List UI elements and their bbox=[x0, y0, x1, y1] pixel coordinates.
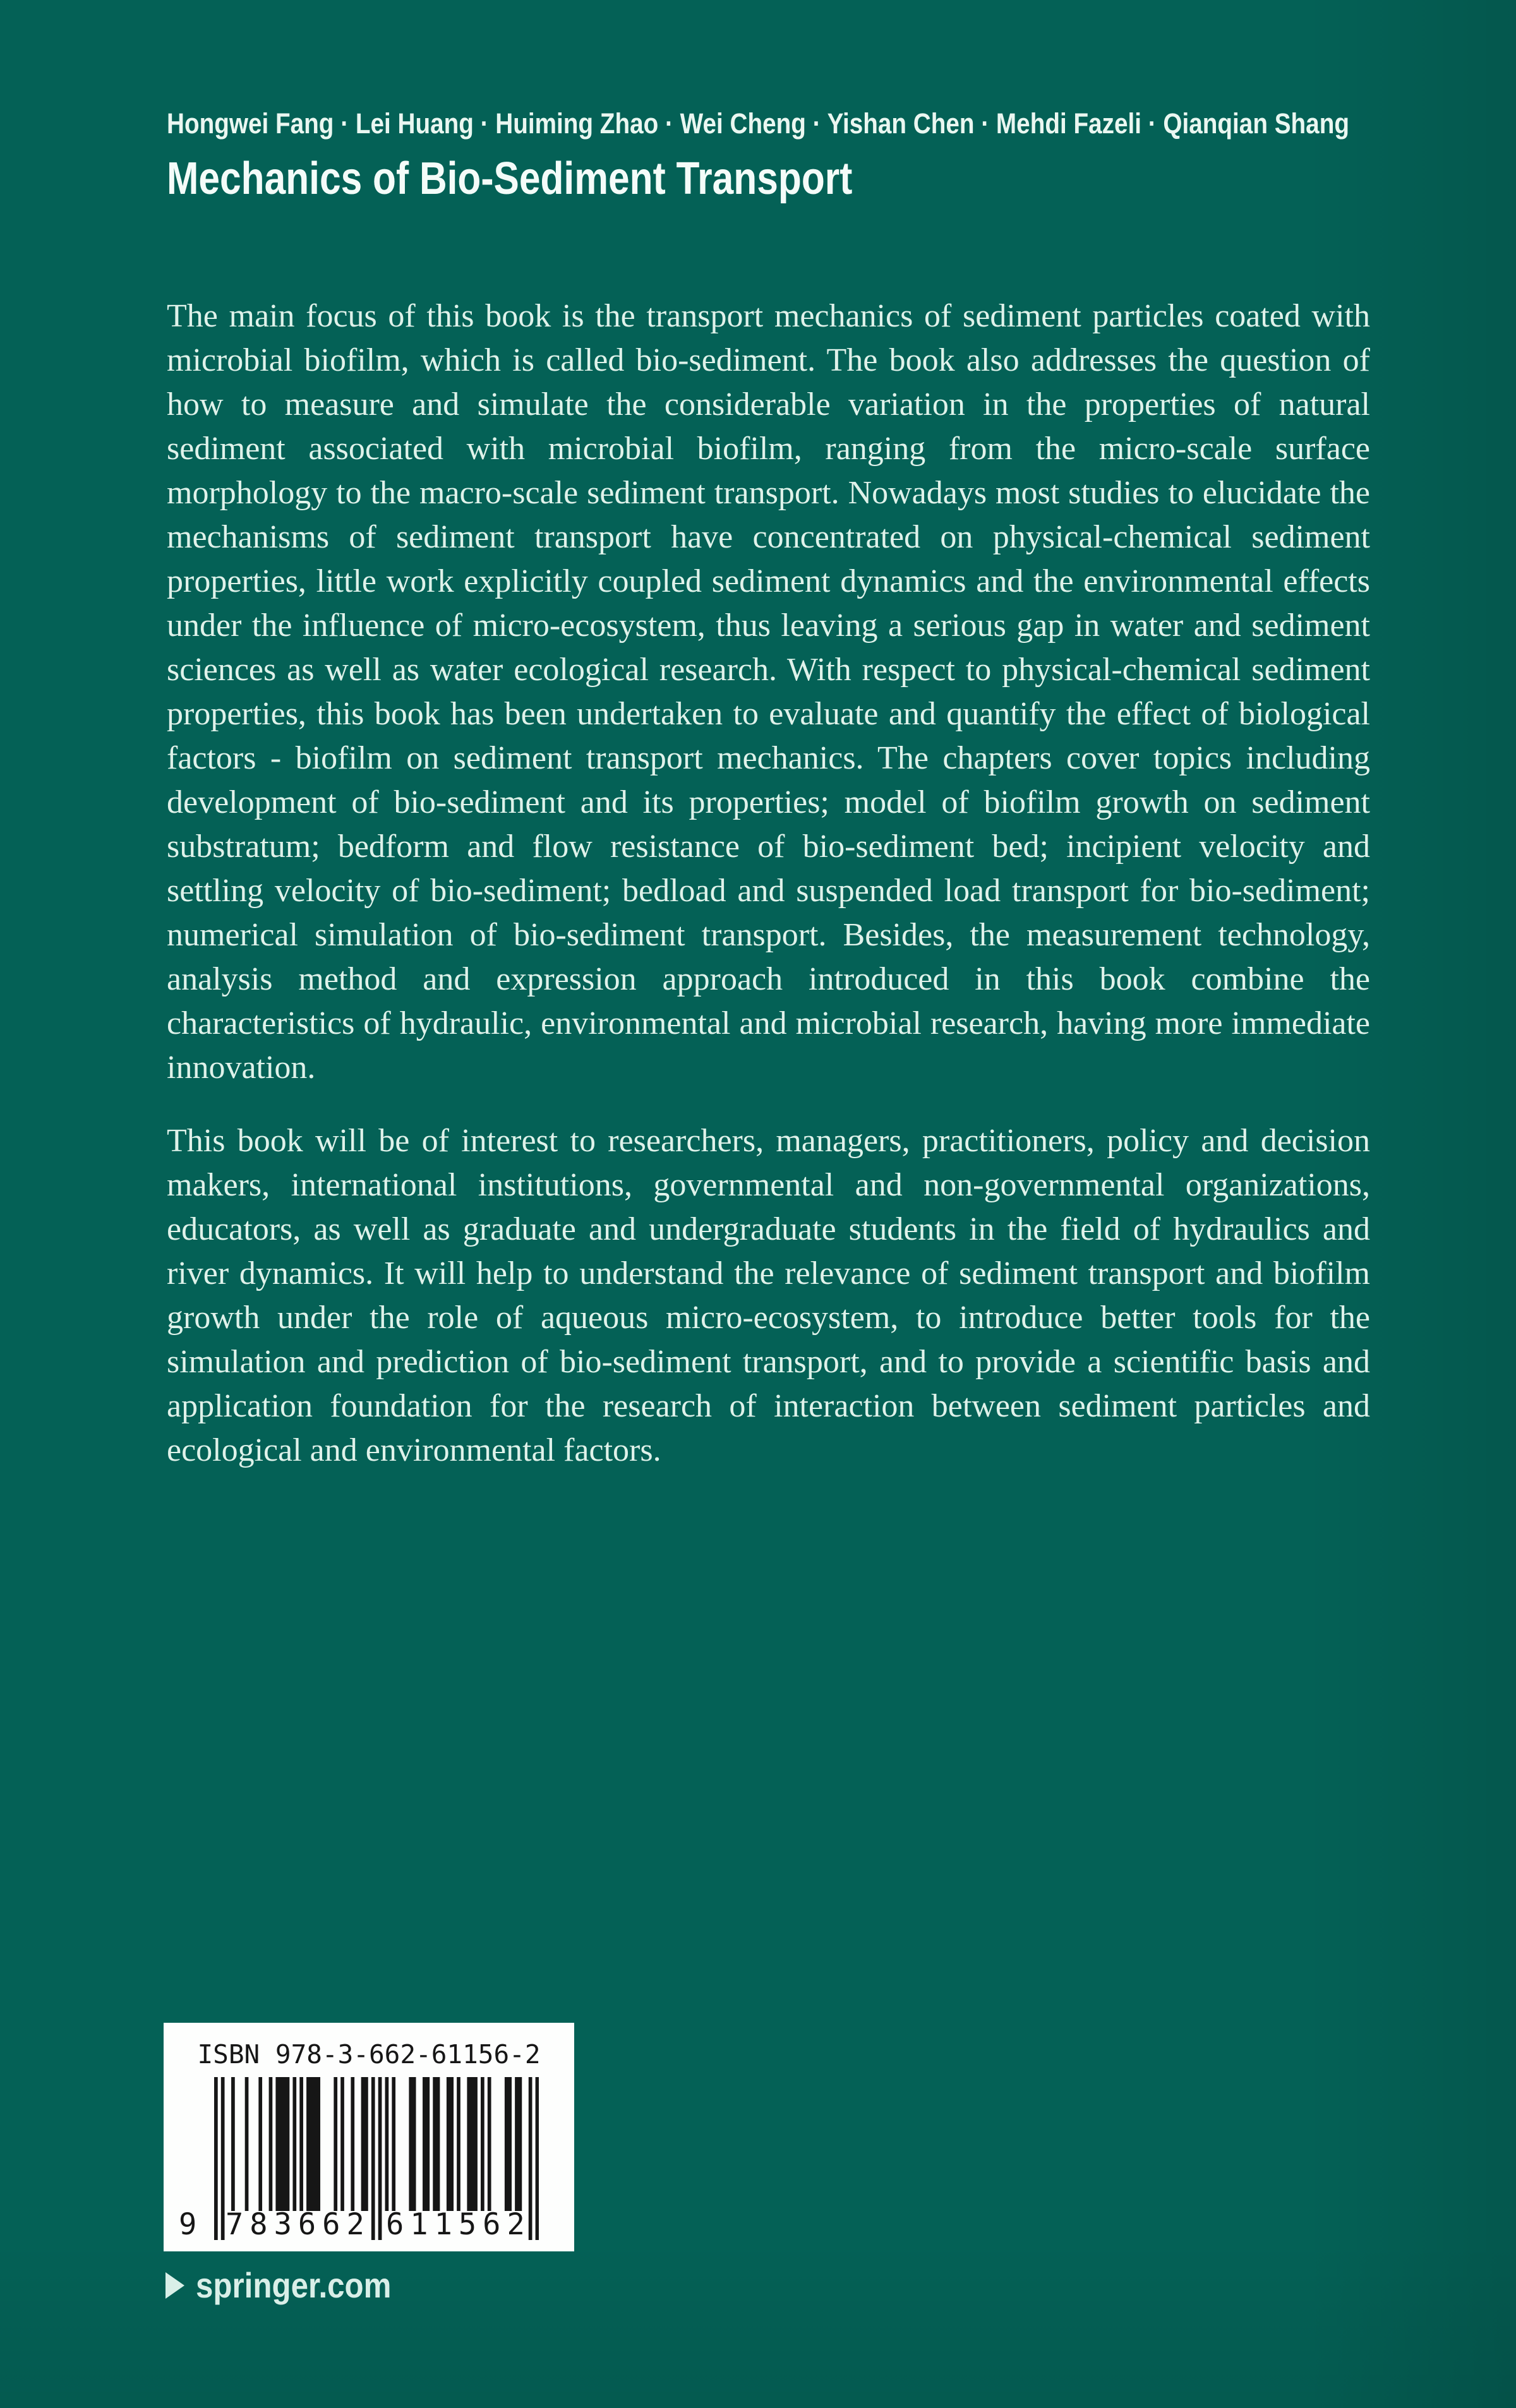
publisher-website: springer.com bbox=[196, 2265, 392, 2305]
synopsis-block bbox=[167, 294, 1370, 1502]
authors-line: Hongwei Fang · Lei Huang · Huiming Zhao · Wei Cheng · Yishan Chen · Mehdi Fazeli · Qianqian Shang bbox=[167, 107, 1349, 140]
isbn-panel bbox=[164, 2023, 574, 2251]
publisher-footer bbox=[165, 2265, 418, 2306]
synopsis-paragraph-2: This book will be of interest to researchers, managers, practitioners, policy and decision makers, international institutions, governmental and non-governmental organizations, educators, as well as graduate and undergraduate students in the field of hydraulics and river dynamics. It will help to understand the relevance of sediment transport and biofilm growth under the role of aqueous micro-ecosystem, to introduce better tools for the simulation and prediction of bio-sediment transport, and to provide a scientific basis and application foundation for the research of interaction between sediment particles and ecological and environmental factors. bbox=[167, 1123, 1370, 1468]
barcode-digits-right: 611562 bbox=[386, 2207, 531, 2242]
barcode-digits-left: 783662 bbox=[226, 2207, 371, 2242]
isbn-number: ISBN 978-3-662-61156-2 bbox=[197, 2039, 541, 2070]
book-title: Mechanics of Bio-Sediment Transport bbox=[167, 153, 853, 204]
right-triangle-icon bbox=[165, 2272, 184, 2299]
barcode-lead-digit: 9 bbox=[179, 2207, 197, 2242]
synopsis-paragraph-1: The main focus of this book is the transport mechanics of sediment particles coated with microbial biofilm, which is called bio-sediment. The book also addresses the question of how to measure and simulate the considerable variation in the properties of natural sediment associated with microbial biofilm, ranging from the micro-scale surface morphology to the macro-scale sediment transport. Nowadays most studies to elucidate the mechanisms of sediment transport have concentrated on physical-chemical sediment properties, little work explicitly coupled sediment dynamics and the environmental effects under the influence of micro-ecosystem, thus leaving a serious gap in water and sediment sciences as well as water ecological research. With respect to physical-chemical sediment properties, this book has been undertaken to evaluate and quantify the effect of biological factors - biofilm on sediment transport mechanics. The chapters cover topics including development of bio-sediment and its properties; model of biofilm growth on sediment substratum; bedform and flow resistance of bio-sediment bed; incipient velocity and settling velocity of bio-sediment; bedload and suspended load transport for bio-sediment; numerical simulation of bio-sediment transport. Besides, the measurement technology, analysis method and expression approach introduced in this book combine the characteristics of hydraulic, environmental and microbial research, having more immediate innovation. bbox=[167, 298, 1370, 1086]
